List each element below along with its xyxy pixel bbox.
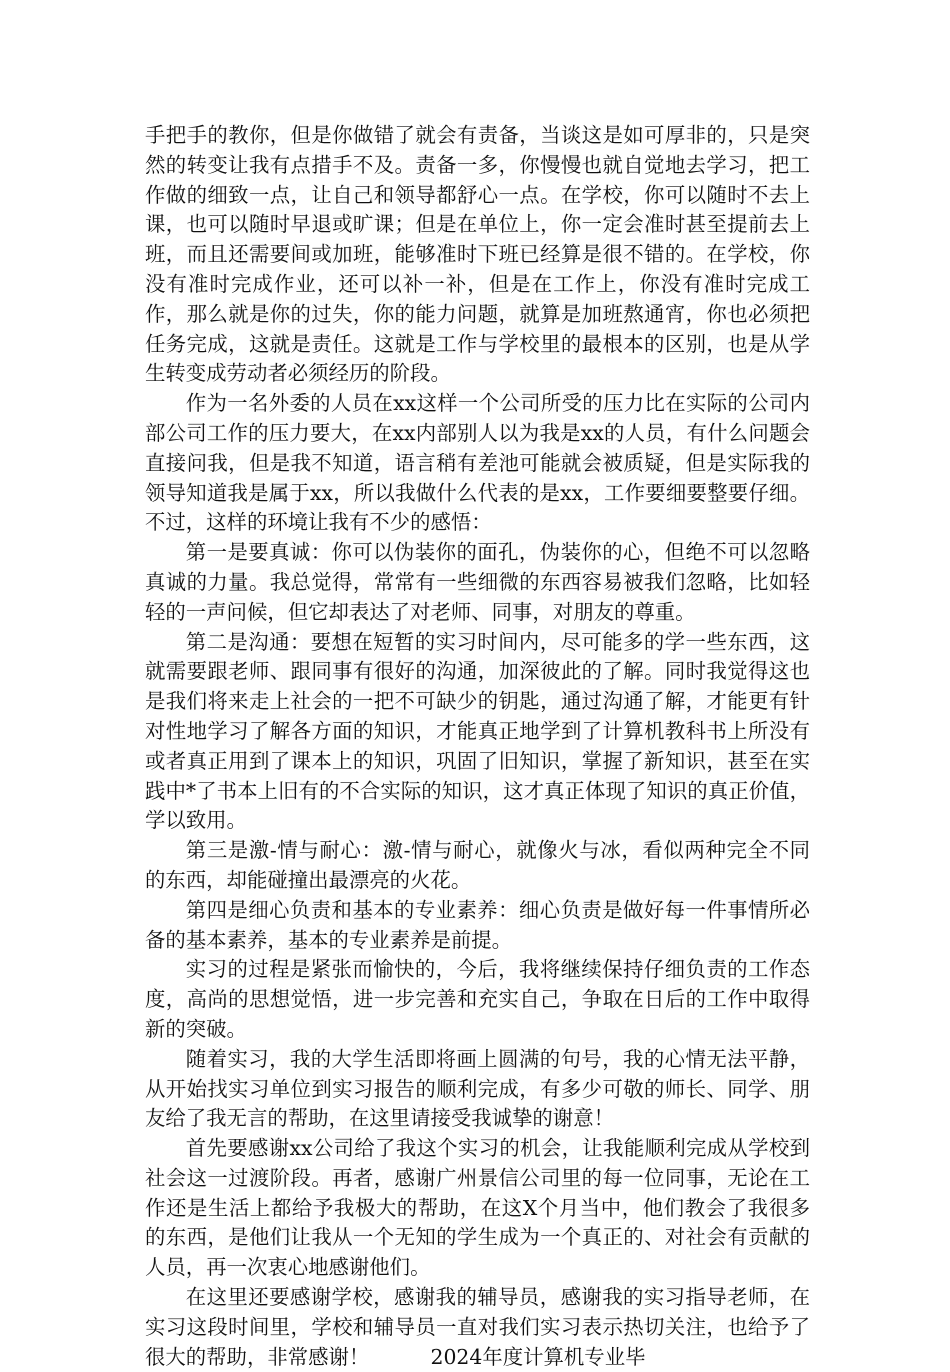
paragraph-6: 第四是细心负责和基本的专业素养：细心负责是做好每一件事情所必备的基本素养，基本的专业素养是前提。	[145, 897, 810, 952]
paragraph-1: 手把手的教你，但是你做错了就会有责备，当谈这是如可厚非的，只是突然的转变让我有点措手不及。责备一多，你慢慢也就自觉地去学习，把工作做的细致一点，让自己和领导都舒心一点。在学校，你可以随时不去上课，也可以随时早退或旷课；但是在单位上，你一定会准时甚至提前去上班，而且还需要间或加班，能够准时下班已经算是很不错的。在学校，你没有准时完成作业，还可以补一补，但是在工作上，你没有准时完成工作，那么就是你的过失，你的能力问题，就算是加班熬通宵，你也必须把任务完成，这就是责任。这就是工作与学校里的最根本的区别，也是从学生转变成劳动者必须经历的阶段。	[145, 123, 810, 386]
paragraph-2: 作为一名外委的人员在xx这样一个公司所受的压力比在实际的公司内部公司工作的压力要大，在xx内部别人以为我是xx的人员，有什么问题会直接问我，但是我不知道，语言稍有差池可能就会被质疑，但是实际我的领导知道我是属于xx，所以我做什么代表的是xx，工作要细要整要仔细。不过，这样的环境让我有不少的感悟：	[145, 391, 810, 535]
paragraph-8: 随着实习，我的大学生活即将画上圆满的句号，我的心情无法平静，从开始找实习单位到实习报告的顺利完成，有多少可敬的师长、同学、朋友给了我无言的帮助，在这里请接受我诚挚的谢意！	[145, 1046, 810, 1131]
paragraph-7: 实习的过程是紧张而愉快的，今后，我将继续保持仔细负责的工作态度，高尚的思想觉悟，进一步完善和充实自己，争取在日后的工作中取得新的突破。	[145, 957, 810, 1041]
document-page	[145, 121, 810, 1372]
paragraph-9: 首先要感谢xx公司给了我这个实习的机会，让我能顺利完成从学校到社会这一过渡阶段。再者，感谢广州景信公司里的每一位同事，无论在工作还是生活上都给予我极大的帮助，在这X个月当中，他们教会了我很多的东西，是他们让我从一个无知的学生成为一个真正的、对社会有贡献的人员，再一次衷心地感谢他们。	[145, 1136, 810, 1280]
paragraph-3: 第一是要真诚：你可以伪装你的面孔，伪装你的心，但绝不可以忽略真诚的力量。我总觉得，常常有一些细微的东西容易被我们忽略，比如轻轻的一声问候，但它却表达了对老师、同事，对朋友的尊重。	[145, 540, 810, 624]
paragraph-10: 在这里还要感谢学校，感谢我的辅导员，感谢我的实习指导老师，在实习这段时间里，学校和辅导员一直对我们实习表示热切关注，也给予了很大的帮助，非常感谢！ 2024年度计算机专业毕	[145, 1285, 810, 1369]
paragraph-4: 第二是沟通：要想在短暂的实习时间内，尽可能多的学一些东西，这就需要跟老师、跟同事有很好的沟通，加深彼此的了解。同时我觉得这也是我们将来走上社会的一把不可缺少的钥匙，通过沟通了解，才能更有针对性地学习了解各方面的知识，才能真正地学到了计算机教科书上所没有或者真正用到了课本上的知识，巩固了旧知识，掌握了新知识，甚至在实践中*了书本上旧有的不合实际的知识，这才真正体现了知识的真正价值，学以致用。	[145, 629, 810, 833]
paragraph-5: 第三是激-情与耐心：激-情与耐心，就像火与冰，看似两种完全不同的东西，却能碰撞出最漂亮的火花。	[145, 838, 810, 892]
